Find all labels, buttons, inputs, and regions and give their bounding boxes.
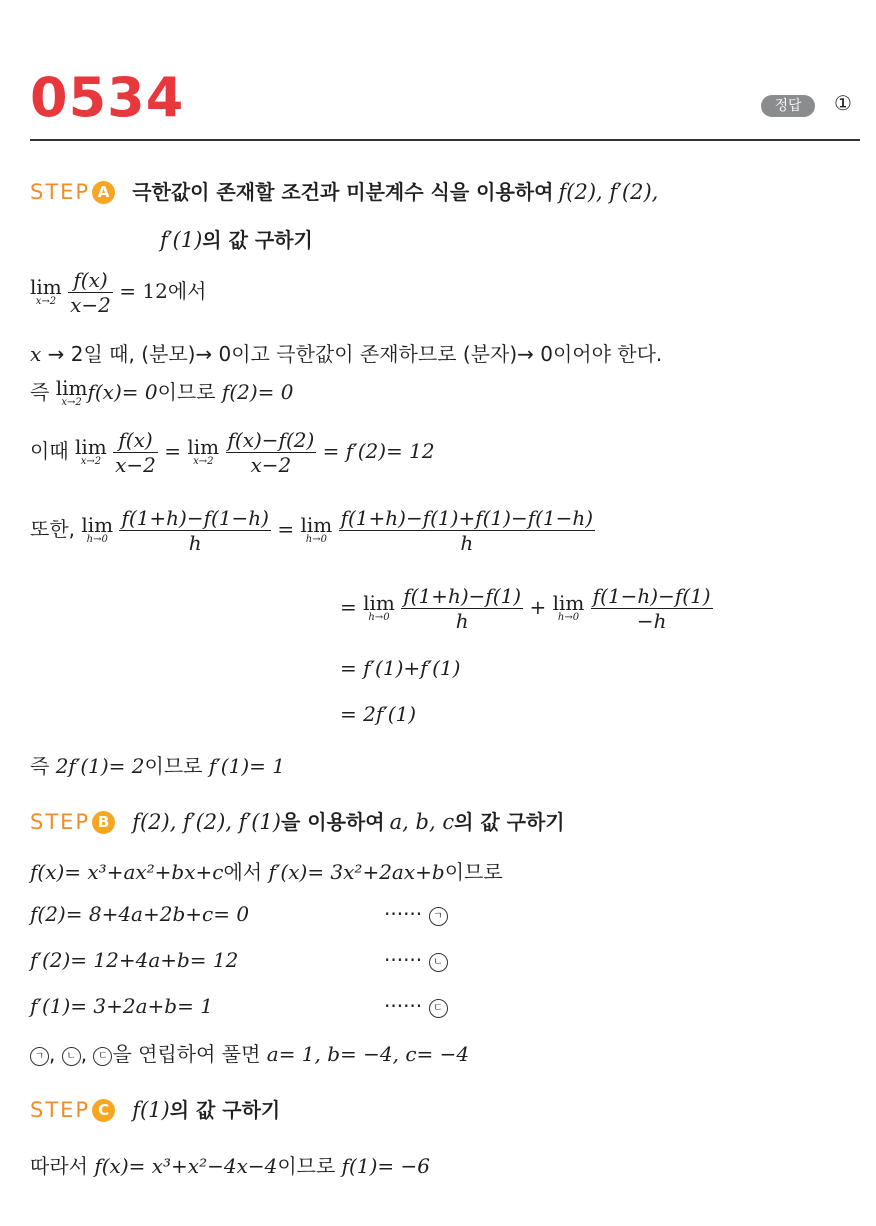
step-a-heading bbox=[30, 176, 658, 205]
step-b-heading: STEP B f(2), f′(2), f′(1)을 이용하여 a, b, c의 값 구하기 bbox=[30, 810, 565, 834]
limit: lim h→0 bbox=[300, 512, 333, 545]
limit: lim x→2 bbox=[55, 375, 88, 408]
limit: lim x→2 bbox=[30, 274, 62, 307]
step-a-heading-cont bbox=[160, 224, 313, 253]
step-badge-c: C bbox=[92, 1099, 115, 1122]
equation-1: f(2)= 8+4a+2b+c= 0 bbox=[30, 902, 250, 926]
equation-2: f′(2)= 12+4a+b= 12 bbox=[30, 948, 239, 972]
problem-number: 0534 bbox=[30, 66, 185, 129]
step-badge-a: A bbox=[92, 181, 115, 204]
stepA-line3: 즉 lim x→2 f(x)= 0이므로 f(2)= 0 bbox=[30, 375, 294, 408]
step-label: STEP bbox=[30, 1098, 91, 1122]
step-a-title: 극한값이 존재할 조건과 미분계수 식을 이용하여 bbox=[132, 180, 554, 204]
fraction: $\frac{f(1+h)-f(1)+f(1)-f(1-h)}{h}$ bbox=[340, 506, 594, 555]
step-a-title-math2: f′(1) bbox=[160, 228, 203, 252]
fraction: $\frac{f(x)}{x-2}$ bbox=[115, 428, 156, 477]
step-a-title-math: f(2), f′(2), bbox=[558, 180, 659, 204]
equation-3-tag: ······ ㄷ bbox=[384, 994, 448, 1018]
fraction: $\frac{f(1-h)-f(1)}{-h}$ bbox=[592, 584, 711, 633]
limit: lim x→2 bbox=[187, 434, 220, 467]
equation-3: f′(1)= 3+2a+b= 1 bbox=[30, 994, 213, 1018]
equation-1-tag: ······ ㄱ bbox=[384, 902, 448, 926]
stepA-line9: 즉 2f′(1)= 2이므로 f′(1)= 1 bbox=[30, 754, 285, 778]
stepA-line2: x → 2일 때, (분모)→ 0이고 극한값이 존재하므로 (분자)→ 0이어야 한다. bbox=[30, 342, 663, 366]
fraction: $\frac{f(1+h)-f(1-h)}{h}$ bbox=[121, 506, 269, 555]
fraction: $\frac{f(x)}{x-2}$ bbox=[70, 268, 111, 317]
step-badge-b: B bbox=[92, 811, 115, 834]
fraction: $\frac{f(1+h)-f(1)}{h}$ bbox=[403, 584, 522, 633]
stepB-line1: f(x)= x³+ax²+bx+c에서 f′(x)= 3x²+2ax+b이므로 bbox=[30, 860, 503, 884]
stepA-line4: 이때 lim x→2 $\frac{f(x)}{x-2}$ = lim x→2 $\frac{f(x)-f(2)}{x-2}$ = f′(2)= 12 bbox=[30, 428, 435, 477]
answer-value: ① bbox=[834, 91, 852, 115]
limit: lim h→0 bbox=[363, 590, 395, 623]
limit: lim h→0 bbox=[552, 590, 585, 623]
step-a-title2: 의 값 구하기 bbox=[202, 228, 313, 252]
step-label: STEP bbox=[30, 180, 91, 204]
stepA-line8: = 2f′(1) bbox=[340, 702, 417, 726]
answer-badge: 정답 bbox=[761, 95, 815, 117]
limit: lim h→0 bbox=[81, 512, 114, 545]
limit: lim x→2 bbox=[75, 434, 107, 467]
step-c-heading: STEP C f(1)의 값 구하기 bbox=[30, 1098, 281, 1122]
fraction: $\frac{f(x)-f(2)}{x-2}$ bbox=[227, 428, 315, 477]
stepC-line1: 따라서 f(x)= x³+x²−4x−4이므로 f(1)= −6 bbox=[30, 1154, 430, 1178]
stepA-line7: = f′(1)+f′(1) bbox=[340, 656, 461, 680]
stepA-line6: = lim h→0 $\frac{f(1+h)-f(1)}{h}$ + lim h→0 $\frac{f(1-h)-f(1)}{-h}$ bbox=[340, 584, 711, 633]
stepA-line5: 또한, lim h→0 $\frac{f(1+h)-f(1-h)}{h}$ = lim h→0 $\frac{f(1+h)-f(1)+f(1)-f(1-h)}{h}$ bbox=[30, 506, 594, 555]
step-label: STEP bbox=[30, 810, 91, 834]
header-divider bbox=[30, 139, 860, 141]
stepB-solve-line: ㄱ , ㄴ , ㄷ 을 연립하여 풀면 a= 1, b= −4, c= −4 bbox=[30, 1038, 469, 1067]
stepA-line1: lim x→2 $\frac{f(x)}{x-2}$ = 12에서 bbox=[30, 268, 207, 317]
equation-2-tag: ······ ㄴ bbox=[384, 948, 448, 972]
